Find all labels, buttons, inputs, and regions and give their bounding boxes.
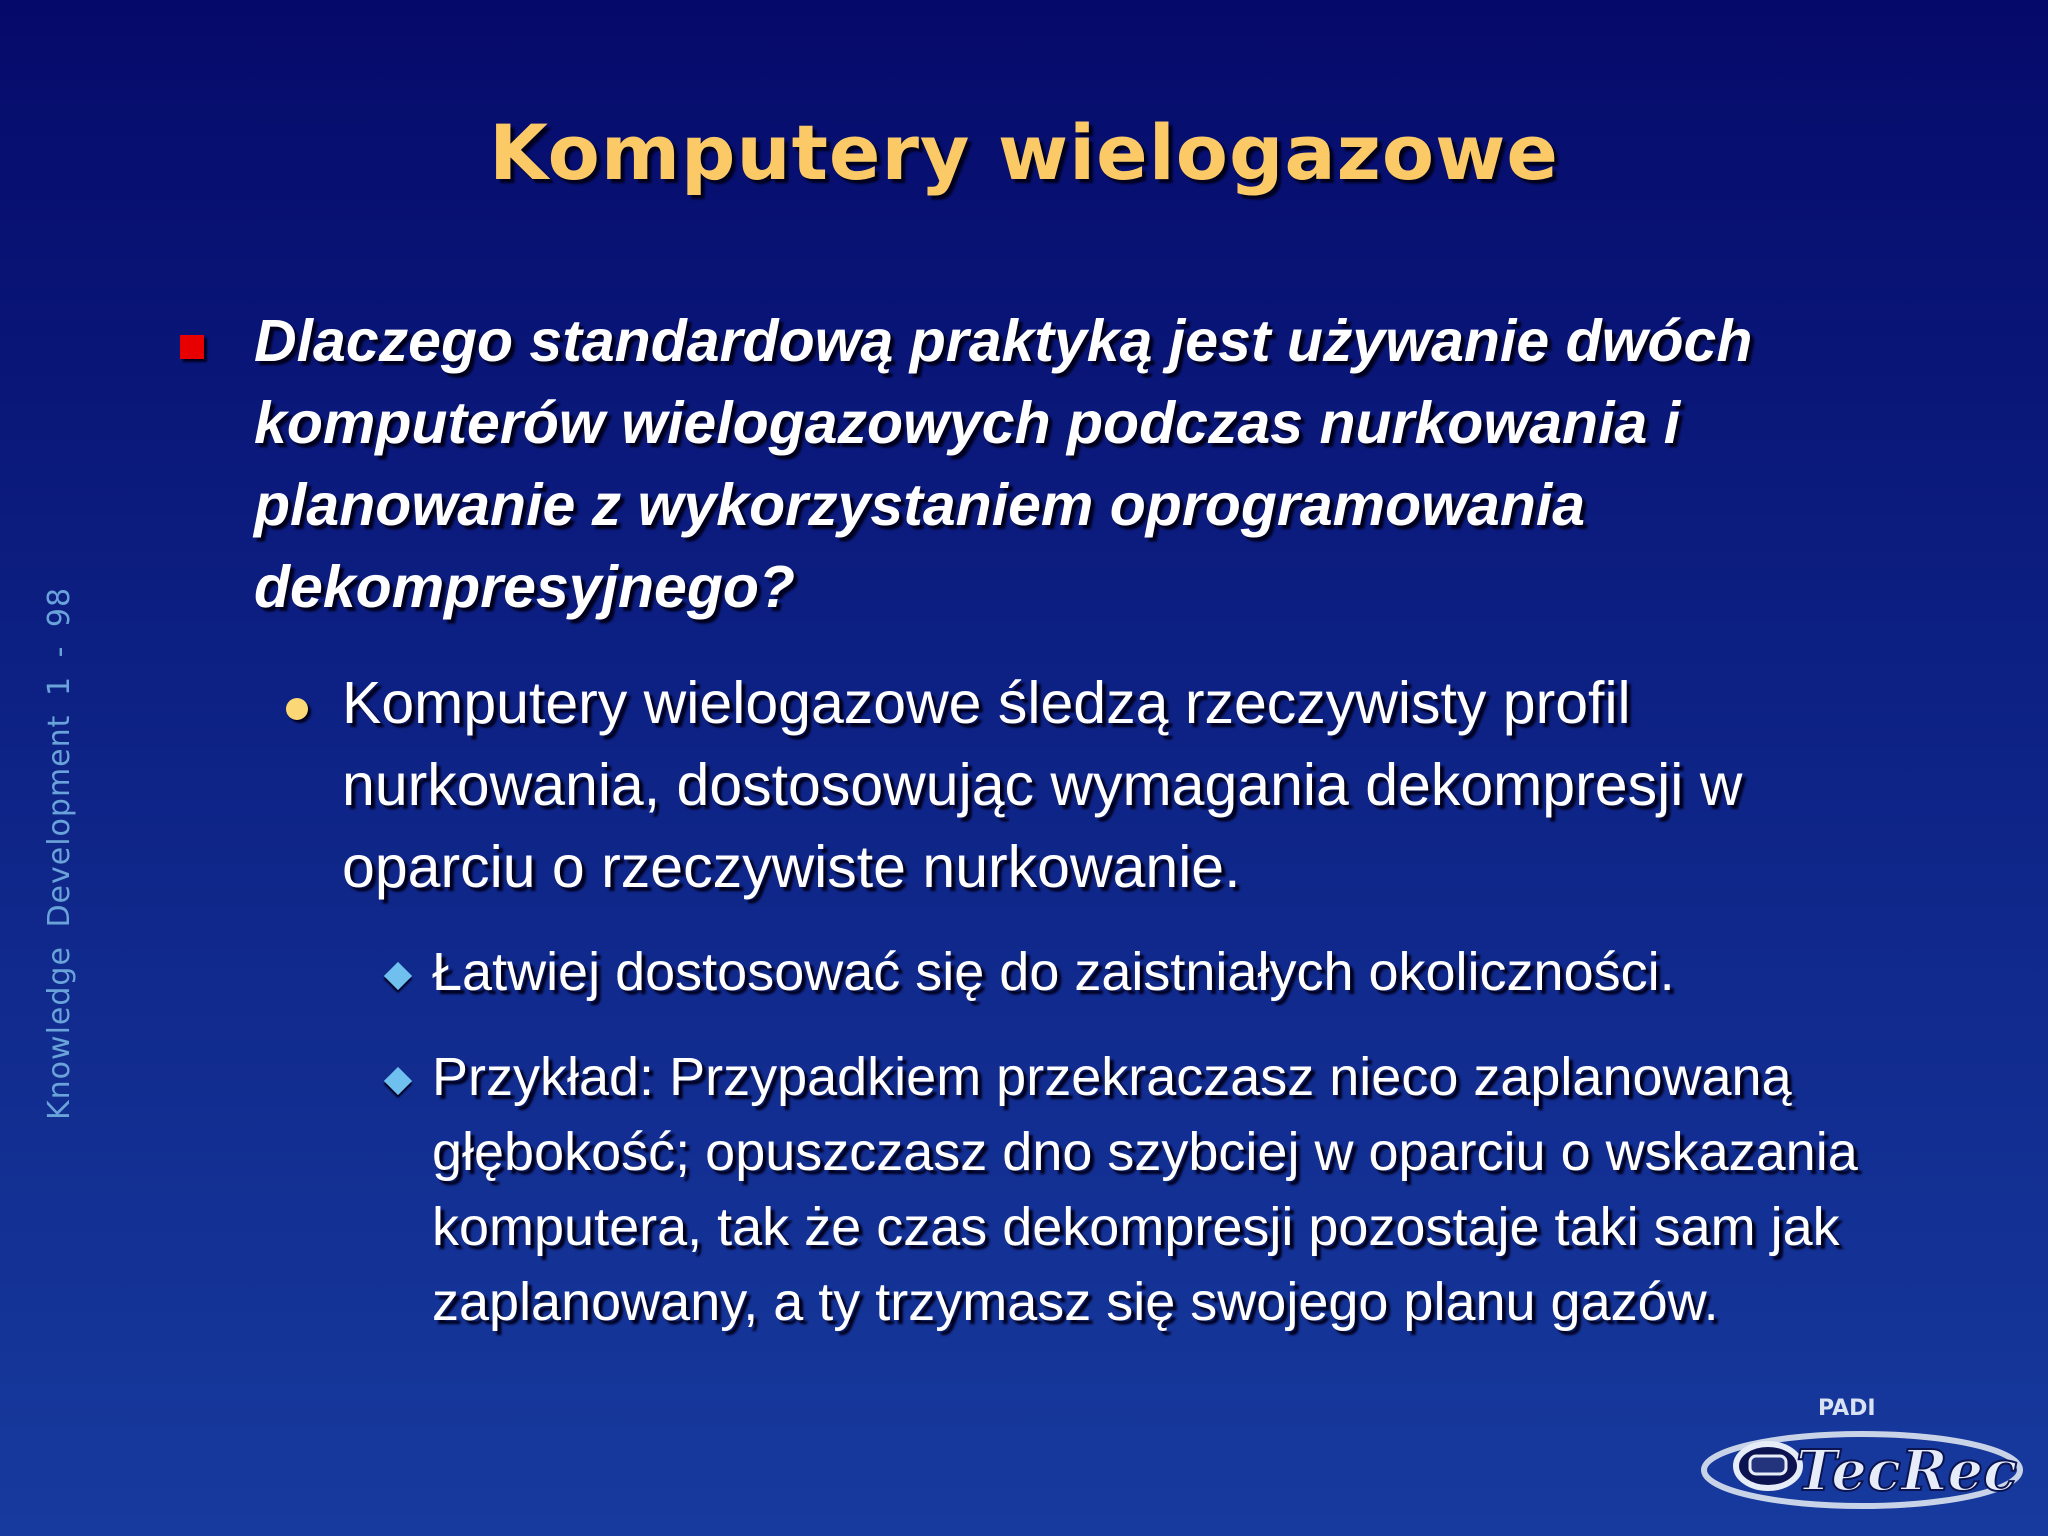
diamond-bullet-marker (384, 1067, 412, 1095)
side-label: Knowledge Development 1 - 98 (42, 586, 77, 1120)
slide-title: Komputery wielogazowe (489, 108, 1559, 197)
logo-tecrec-text: TecRec (1796, 1438, 2018, 1504)
diver-mask-lens (1750, 1456, 1786, 1474)
question-bullet: Dlaczego standardową praktyką jest używanie dwóch komputerów wielogazowych podczas nurkowania i planowanie z wykorzystaniem oprogramowania dekompresyjnego? (254, 308, 1753, 620)
answer-bullet: Komputery wielogazowe śledzą rzeczywisty profil nurkowania, dostosowując wymagania dekompresji w oparciu o rzeczywiste nurkowanie. (342, 670, 1743, 900)
sub-point-2: Przykład: Przypadkiem przekraczasz nieco zaplanowaną głębokość; opuszczasz dno szybciej w oparciu o wskazania komputera, tak że czas dekompresji pozostaje taki sam jak zaplanowany, a ty trzymasz się swojego planu gazów. (432, 1047, 1858, 1332)
padi-tecrec-logo (1700, 1390, 2030, 1520)
diamond-bullet-marker (384, 962, 412, 990)
logo-padi-text: PADI (1818, 1396, 1876, 1421)
sub-point-1: Łatwiej dostosować się do zaistniałych okoliczności. (432, 942, 1675, 1002)
square-bullet-marker (180, 335, 204, 359)
dot-bullet-marker (286, 698, 308, 720)
